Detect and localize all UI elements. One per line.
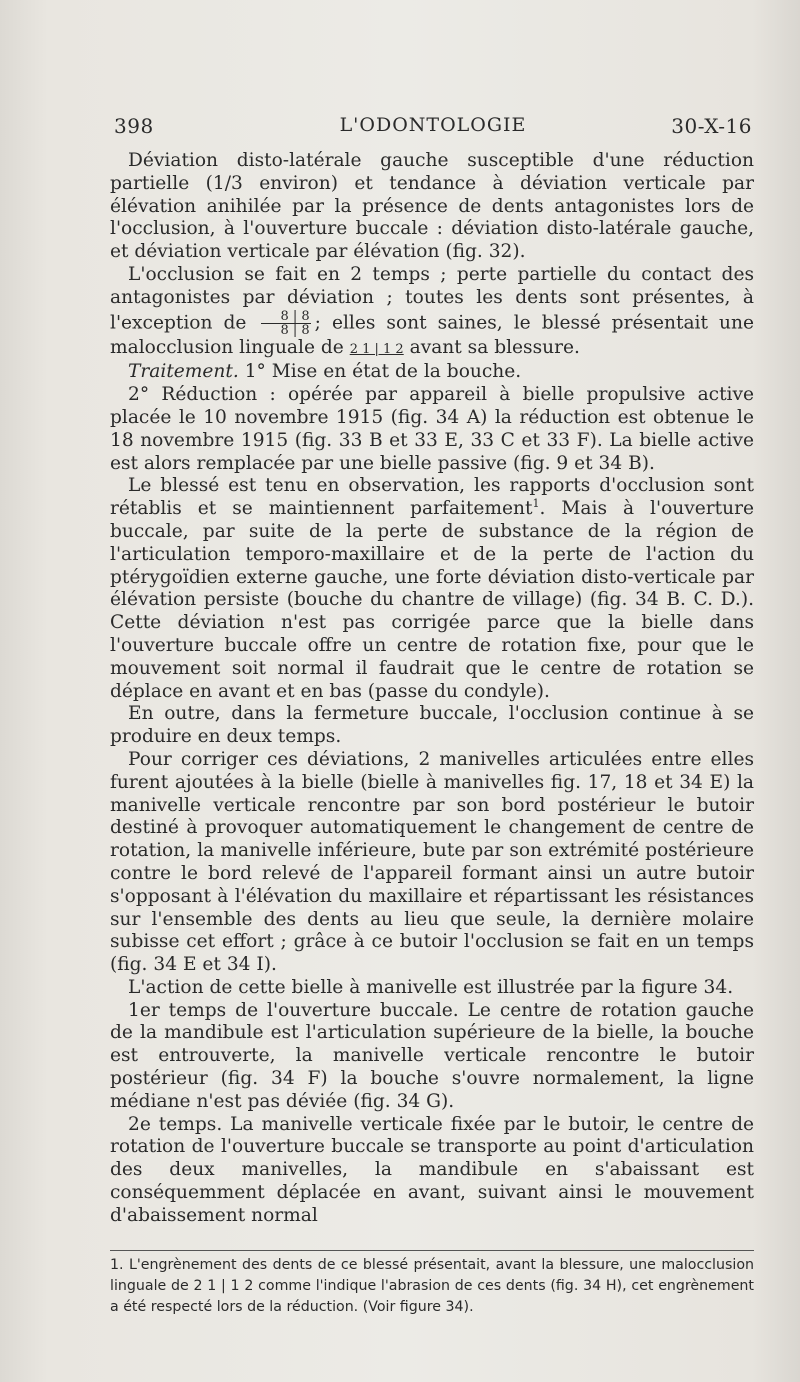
paragraph-8: L'action de cette bielle à manivelle est illustrée par la figure 34. [128, 976, 734, 998]
dental-fraction [261, 310, 310, 337]
paragraph-1: Déviation disto-latérale gauche susceptible d'une réduction partielle (1/3 environ) et tendance à déviation verticale par élévation anihilée par la présence de dents antagonistes lors de l'occlusion, à l'ouverture buccale : déviation disto-latérale gauche, et déviation verticale par élévation (fig. 32). [110, 150, 754, 263]
issue-date: 30-X-16 [671, 114, 752, 138]
paragraph-3 [110, 361, 754, 384]
paragraph-5 [110, 475, 754, 703]
dental-formula: 2 1 | 1 2 [349, 341, 404, 357]
paragraph-2-middle: ; elles sont saines, le blessé présentait une malocclusion linguale de [110, 312, 754, 358]
fraction-denominator: 8 | 8 [280, 322, 310, 338]
section-heading-traitement: Traitement. [128, 361, 239, 383]
paragraph-2 [110, 264, 754, 361]
paragraph-5-start: Le blessé est tenu en observation, les rapports d'occlusion sont rétablis et se maintiennent parfaitement [110, 475, 754, 520]
running-header [114, 114, 752, 144]
main-text [110, 150, 754, 1228]
paragraph-3-text: 1° Mise en état de la bouche. [244, 361, 522, 383]
footnote-divider [110, 1250, 754, 1251]
footnote-marker: 1 [532, 496, 540, 510]
paragraph-6: En outre, dans la fermeture buccale, l'occlusion continue à se produire en deux temps. [110, 703, 754, 748]
paragraph-9: 1er temps de l'ouverture buccale. Le centre de rotation gauche de la mandibule est l'articulation supérieure de la bielle, la bouche est entrouverte, la manivelle verticale rencontre le butoir postérieur (fig. 34 F) la bouche s'ouvre normalement, la ligne médiane n'est pas déviée (fig. 34 G). [110, 999, 754, 1112]
paragraph-2-start: L'occlusion se fait en 2 temps ; perte partielle du contact des antagonistes par déviation ; toutes les dents sont présentes, à l'exception de [110, 263, 754, 334]
footnote-text: 1. L'engrènement des dents de ce blessé présentait, avant la blessure, une malocclusion linguale de 2 1 | 1 2 comme l'indique l'abrasion de ces dents (fig. 34 H), cet engrènement a été respecté lors de la réduction. (Voir figure 34). [110, 1257, 754, 1315]
paragraph-5-end: . Mais à l'ouverture buccale, par suite de la perte de substance de la région de l'articulation temporo-maxillaire et de la perte de l'action du ptérygoïdien externe gauche, une forte déviation disto-verticale par élévation persiste (bouche du chantre de village) (fig. 34 B. C. D.). Cette déviation n'est pas corrigée parce que la bielle dans l'ouverture buccale offre un centre de rotation fixe, pour que le mouvement soit normal il faudrait que le centre de rotation se déplace en avant et en bas (passe du condyle). [110, 498, 754, 702]
footnote [110, 1255, 754, 1318]
page-number: 398 [114, 114, 154, 138]
paragraph-2-end: avant sa blessure. [409, 336, 580, 358]
paragraph-7: Pour corriger ces déviations, 2 manivelles articulées entre elles furent ajoutées à la bielle (bielle à manivelles fig. 17, 18 et 34 E) la manivelle verticale rencontre par son bord postérieur le butoir destiné à provoquer automatiquement le changement de centre de rotation, la manivelle inférieure, bute par son extrémité postérieure contre le bord relevé de l'appareil formant ainsi un autre butoir s'opposant à l'élévation du maxillaire et répartissant les résistances sur l'ensemble des dents au lieu que seule, la dernière molaire subisse cet effort ; grâce à ce butoir l'occlusion se fait en un temps (fig. 34 E et 34 I). [110, 748, 754, 976]
paragraph-10: 2e temps. La manivelle verticale fixée par le butoir, le centre de rotation de l'ouverture buccale se transporte au point d'articulation des deux manivelles, la mandibule en s'abaissant est conséquemment déplacée en avant, suivant ainsi le mouvement d'abaissement normal [110, 1113, 754, 1226]
paragraph-4: 2° Réduction : opérée par appareil à bielle propulsive active placée le 10 novembre 1915 (fig. 34 A) la réduction est obtenue le 18 novembre 1915 (fig. 33 B et 33 E, 33 C et 33 F). La bielle active est alors remplacée par une bielle passive (fig. 9 et 34 B). [110, 384, 754, 474]
journal-title: L'ODONTOLOGIE [339, 114, 527, 136]
fraction-numerator: 8 | 8 [261, 310, 310, 324]
